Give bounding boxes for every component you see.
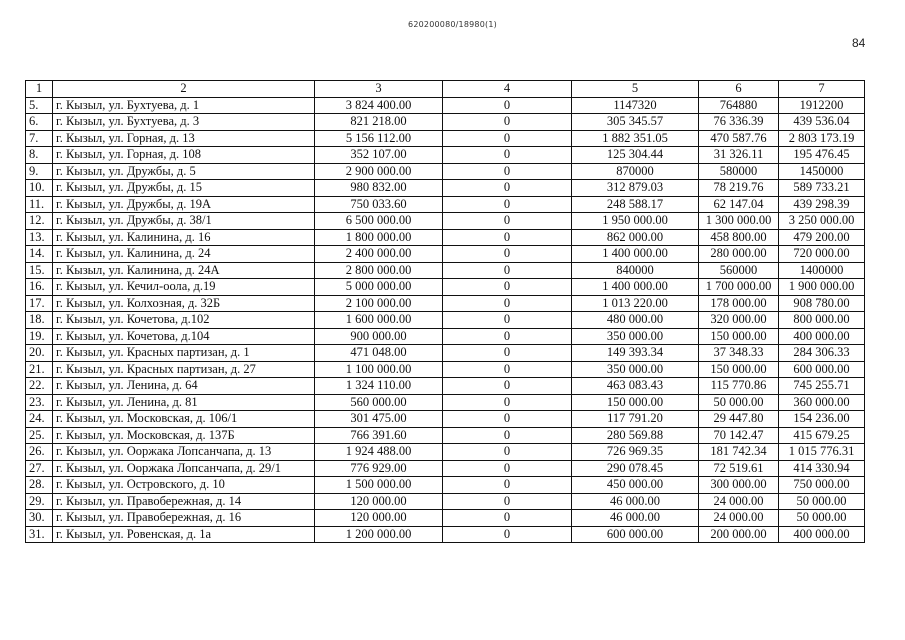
document-id: 620200080/18980(1) bbox=[408, 20, 497, 29]
row-number-cell: 23. bbox=[26, 394, 53, 411]
col7-amount-cell: 1912200 bbox=[779, 97, 865, 114]
table-row bbox=[26, 180, 865, 197]
col7-amount-cell: 589 733.21 bbox=[779, 180, 865, 197]
table-row bbox=[26, 229, 865, 246]
col7-amount-cell: 1 015 776.31 bbox=[779, 444, 865, 461]
col5-amount-cell: 150 000.00 bbox=[572, 394, 699, 411]
col4-amount-cell: 0 bbox=[443, 460, 572, 477]
col7-amount-cell: 50 000.00 bbox=[779, 510, 865, 527]
row-number-cell: 30. bbox=[26, 510, 53, 527]
page-number: 84 bbox=[852, 36, 866, 50]
address-cell: г. Кызыл, ул. Московская, д. 137Б bbox=[53, 427, 315, 444]
col6-amount-cell: 150 000.00 bbox=[699, 361, 779, 378]
address-cell: г. Кызыл, ул. Красных партизан, д. 1 bbox=[53, 345, 315, 362]
table-row bbox=[26, 361, 865, 378]
col6-amount-cell: 115 770.86 bbox=[699, 378, 779, 395]
table-row bbox=[26, 246, 865, 263]
col4-amount-cell: 0 bbox=[443, 279, 572, 296]
col4-amount-cell: 0 bbox=[443, 295, 572, 312]
col4-amount-cell: 0 bbox=[443, 477, 572, 494]
col4-amount-cell: 0 bbox=[443, 147, 572, 164]
col4-amount-cell: 0 bbox=[443, 163, 572, 180]
col7-amount-cell: 1 900 000.00 bbox=[779, 279, 865, 296]
row-number-cell: 26. bbox=[26, 444, 53, 461]
col4-amount-cell: 0 bbox=[443, 427, 572, 444]
address-cell: г. Кызыл, ул. Правобережная, д. 16 bbox=[53, 510, 315, 527]
col5-amount-cell: 46 000.00 bbox=[572, 510, 699, 527]
total-amount-cell: 120 000.00 bbox=[315, 510, 443, 527]
column-header: 2 bbox=[53, 81, 315, 98]
col4-amount-cell: 0 bbox=[443, 444, 572, 461]
row-number-cell: 11. bbox=[26, 196, 53, 213]
total-amount-cell: 301 475.00 bbox=[315, 411, 443, 428]
row-number-cell: 10. bbox=[26, 180, 53, 197]
col7-amount-cell: 800 000.00 bbox=[779, 312, 865, 329]
total-amount-cell: 2 400 000.00 bbox=[315, 246, 443, 263]
row-number-cell: 14. bbox=[26, 246, 53, 263]
col6-amount-cell: 76 336.39 bbox=[699, 114, 779, 131]
address-cell: г. Кызыл, ул. Горная, д. 108 bbox=[53, 147, 315, 164]
total-amount-cell: 3 824 400.00 bbox=[315, 97, 443, 114]
col4-amount-cell: 0 bbox=[443, 97, 572, 114]
address-cell: г. Кызыл, ул. Дружбы, д. 15 bbox=[53, 180, 315, 197]
column-header: 7 bbox=[779, 81, 865, 98]
table-row bbox=[26, 411, 865, 428]
row-number-cell: 25. bbox=[26, 427, 53, 444]
row-number-cell: 16. bbox=[26, 279, 53, 296]
address-cell: г. Кызыл, ул. Дружбы, д. 19А bbox=[53, 196, 315, 213]
col7-amount-cell: 195 476.45 bbox=[779, 147, 865, 164]
col4-amount-cell: 0 bbox=[443, 526, 572, 543]
col4-amount-cell: 0 bbox=[443, 114, 572, 131]
col4-amount-cell: 0 bbox=[443, 493, 572, 510]
col5-amount-cell: 1147320 bbox=[572, 97, 699, 114]
col4-amount-cell: 0 bbox=[443, 510, 572, 527]
col5-amount-cell: 280 569.88 bbox=[572, 427, 699, 444]
col4-amount-cell: 0 bbox=[443, 312, 572, 329]
row-number-cell: 22. bbox=[26, 378, 53, 395]
data-table-container bbox=[25, 80, 864, 543]
col6-amount-cell: 50 000.00 bbox=[699, 394, 779, 411]
col6-amount-cell: 78 219.76 bbox=[699, 180, 779, 197]
col4-amount-cell: 0 bbox=[443, 229, 572, 246]
col7-amount-cell: 1450000 bbox=[779, 163, 865, 180]
total-amount-cell: 5 000 000.00 bbox=[315, 279, 443, 296]
total-amount-cell: 1 500 000.00 bbox=[315, 477, 443, 494]
address-cell: г. Кызыл, ул. Правобережная, д. 14 bbox=[53, 493, 315, 510]
col5-amount-cell: 350 000.00 bbox=[572, 328, 699, 345]
total-amount-cell: 900 000.00 bbox=[315, 328, 443, 345]
col6-amount-cell: 31 326.11 bbox=[699, 147, 779, 164]
col4-amount-cell: 0 bbox=[443, 345, 572, 362]
total-amount-cell: 2 100 000.00 bbox=[315, 295, 443, 312]
column-header: 6 bbox=[699, 81, 779, 98]
total-amount-cell: 1 800 000.00 bbox=[315, 229, 443, 246]
col6-amount-cell: 470 587.76 bbox=[699, 130, 779, 147]
address-cell: г. Кызыл, ул. Ооржака Лопсанчапа, д. 13 bbox=[53, 444, 315, 461]
address-cell: г. Кызыл, ул. Бухтуева, д. 1 bbox=[53, 97, 315, 114]
total-amount-cell: 750 033.60 bbox=[315, 196, 443, 213]
col7-amount-cell: 745 255.71 bbox=[779, 378, 865, 395]
row-number-cell: 8. bbox=[26, 147, 53, 164]
address-cell: г. Кызыл, ул. Кочетова, д.102 bbox=[53, 312, 315, 329]
row-number-cell: 6. bbox=[26, 114, 53, 131]
col6-amount-cell: 580000 bbox=[699, 163, 779, 180]
total-amount-cell: 776 929.00 bbox=[315, 460, 443, 477]
row-number-cell: 24. bbox=[26, 411, 53, 428]
col7-amount-cell: 360 000.00 bbox=[779, 394, 865, 411]
address-cell: г. Кызыл, ул. Ленина, д. 64 bbox=[53, 378, 315, 395]
col6-amount-cell: 70 142.47 bbox=[699, 427, 779, 444]
column-header: 4 bbox=[443, 81, 572, 98]
address-cell: г. Кызыл, ул. Островского, д. 10 bbox=[53, 477, 315, 494]
col4-amount-cell: 0 bbox=[443, 213, 572, 230]
row-number-cell: 13. bbox=[26, 229, 53, 246]
col7-amount-cell: 50 000.00 bbox=[779, 493, 865, 510]
total-amount-cell: 1 600 000.00 bbox=[315, 312, 443, 329]
col7-amount-cell: 154 236.00 bbox=[779, 411, 865, 428]
col6-amount-cell: 458 800.00 bbox=[699, 229, 779, 246]
col6-amount-cell: 62 147.04 bbox=[699, 196, 779, 213]
address-cell: г. Кызыл, ул. Красных партизан, д. 27 bbox=[53, 361, 315, 378]
col6-amount-cell: 181 742.34 bbox=[699, 444, 779, 461]
table-row bbox=[26, 345, 865, 362]
total-amount-cell: 1 100 000.00 bbox=[315, 361, 443, 378]
address-cell: г. Кызыл, ул. Кочетова, д.104 bbox=[53, 328, 315, 345]
row-number-cell: 5. bbox=[26, 97, 53, 114]
total-amount-cell: 766 391.60 bbox=[315, 427, 443, 444]
row-number-cell: 31. bbox=[26, 526, 53, 543]
col4-amount-cell: 0 bbox=[443, 411, 572, 428]
address-cell: г. Кызыл, ул. Колхозная, д. 32Б bbox=[53, 295, 315, 312]
col4-amount-cell: 0 bbox=[443, 196, 572, 213]
table-row bbox=[26, 394, 865, 411]
table-row bbox=[26, 526, 865, 543]
address-cell: г. Кызыл, ул. Калинина, д. 16 bbox=[53, 229, 315, 246]
column-header: 1 bbox=[26, 81, 53, 98]
table-row bbox=[26, 460, 865, 477]
col6-amount-cell: 280 000.00 bbox=[699, 246, 779, 263]
col6-amount-cell: 200 000.00 bbox=[699, 526, 779, 543]
col5-amount-cell: 450 000.00 bbox=[572, 477, 699, 494]
table-row bbox=[26, 444, 865, 461]
table-row bbox=[26, 213, 865, 230]
total-amount-cell: 560 000.00 bbox=[315, 394, 443, 411]
table-row bbox=[26, 147, 865, 164]
table-row bbox=[26, 312, 865, 329]
col6-amount-cell: 560000 bbox=[699, 262, 779, 279]
table-row bbox=[26, 130, 865, 147]
address-cell: г. Кызыл, ул. Горная, д. 13 bbox=[53, 130, 315, 147]
data-table bbox=[25, 80, 865, 543]
col5-amount-cell: 1 400 000.00 bbox=[572, 279, 699, 296]
address-cell: г. Кызыл, ул. Дружбы, д. 38/1 bbox=[53, 213, 315, 230]
row-number-cell: 7. bbox=[26, 130, 53, 147]
col7-amount-cell: 3 250 000.00 bbox=[779, 213, 865, 230]
col7-amount-cell: 415 679.25 bbox=[779, 427, 865, 444]
row-number-cell: 12. bbox=[26, 213, 53, 230]
col4-amount-cell: 0 bbox=[443, 328, 572, 345]
col7-amount-cell: 1400000 bbox=[779, 262, 865, 279]
table-row bbox=[26, 510, 865, 527]
total-amount-cell: 2 900 000.00 bbox=[315, 163, 443, 180]
row-number-cell: 18. bbox=[26, 312, 53, 329]
table-row bbox=[26, 279, 865, 296]
col5-amount-cell: 312 879.03 bbox=[572, 180, 699, 197]
row-number-cell: 19. bbox=[26, 328, 53, 345]
table-row bbox=[26, 262, 865, 279]
col4-amount-cell: 0 bbox=[443, 361, 572, 378]
col6-amount-cell: 1 300 000.00 bbox=[699, 213, 779, 230]
total-amount-cell: 2 800 000.00 bbox=[315, 262, 443, 279]
table-row bbox=[26, 328, 865, 345]
total-amount-cell: 5 156 112.00 bbox=[315, 130, 443, 147]
row-number-cell: 20. bbox=[26, 345, 53, 362]
col7-amount-cell: 750 000.00 bbox=[779, 477, 865, 494]
col6-amount-cell: 24 000.00 bbox=[699, 510, 779, 527]
col7-amount-cell: 439 536.04 bbox=[779, 114, 865, 131]
col5-amount-cell: 480 000.00 bbox=[572, 312, 699, 329]
col5-amount-cell: 149 393.34 bbox=[572, 345, 699, 362]
col6-amount-cell: 1 700 000.00 bbox=[699, 279, 779, 296]
address-cell: г. Кызыл, ул. Бухтуева, д. 3 bbox=[53, 114, 315, 131]
col6-amount-cell: 72 519.61 bbox=[699, 460, 779, 477]
col6-amount-cell: 37 348.33 bbox=[699, 345, 779, 362]
col5-amount-cell: 726 969.35 bbox=[572, 444, 699, 461]
col7-amount-cell: 400 000.00 bbox=[779, 526, 865, 543]
total-amount-cell: 1 200 000.00 bbox=[315, 526, 443, 543]
col7-amount-cell: 414 330.94 bbox=[779, 460, 865, 477]
col5-amount-cell: 862 000.00 bbox=[572, 229, 699, 246]
col6-amount-cell: 178 000.00 bbox=[699, 295, 779, 312]
col7-amount-cell: 479 200.00 bbox=[779, 229, 865, 246]
table-row bbox=[26, 477, 865, 494]
col5-amount-cell: 117 791.20 bbox=[572, 411, 699, 428]
table-row bbox=[26, 427, 865, 444]
col5-amount-cell: 125 304.44 bbox=[572, 147, 699, 164]
col4-amount-cell: 0 bbox=[443, 262, 572, 279]
table-row bbox=[26, 378, 865, 395]
row-number-cell: 27. bbox=[26, 460, 53, 477]
total-amount-cell: 821 218.00 bbox=[315, 114, 443, 131]
col7-amount-cell: 2 803 173.19 bbox=[779, 130, 865, 147]
col5-amount-cell: 1 882 351.05 bbox=[572, 130, 699, 147]
col6-amount-cell: 764880 bbox=[699, 97, 779, 114]
row-number-cell: 9. bbox=[26, 163, 53, 180]
col5-amount-cell: 290 078.45 bbox=[572, 460, 699, 477]
col5-amount-cell: 463 083.43 bbox=[572, 378, 699, 395]
col6-amount-cell: 320 000.00 bbox=[699, 312, 779, 329]
col6-amount-cell: 29 447.80 bbox=[699, 411, 779, 428]
address-cell: г. Кызыл, ул. Ооржака Лопсанчапа, д. 29/1 bbox=[53, 460, 315, 477]
table-row bbox=[26, 97, 865, 114]
row-number-cell: 21. bbox=[26, 361, 53, 378]
total-amount-cell: 352 107.00 bbox=[315, 147, 443, 164]
total-amount-cell: 1 924 488.00 bbox=[315, 444, 443, 461]
table-row bbox=[26, 295, 865, 312]
col5-amount-cell: 305 345.57 bbox=[572, 114, 699, 131]
table-row bbox=[26, 114, 865, 131]
col5-amount-cell: 600 000.00 bbox=[572, 526, 699, 543]
column-header: 3 bbox=[315, 81, 443, 98]
col7-amount-cell: 400 000.00 bbox=[779, 328, 865, 345]
col7-amount-cell: 720 000.00 bbox=[779, 246, 865, 263]
col5-amount-cell: 1 013 220.00 bbox=[572, 295, 699, 312]
col4-amount-cell: 0 bbox=[443, 130, 572, 147]
col6-amount-cell: 300 000.00 bbox=[699, 477, 779, 494]
col7-amount-cell: 284 306.33 bbox=[779, 345, 865, 362]
col5-amount-cell: 248 588.17 bbox=[572, 196, 699, 213]
address-cell: г. Кызыл, ул. Московская, д. 106/1 bbox=[53, 411, 315, 428]
row-number-cell: 15. bbox=[26, 262, 53, 279]
row-number-cell: 28. bbox=[26, 477, 53, 494]
col5-amount-cell: 1 400 000.00 bbox=[572, 246, 699, 263]
col4-amount-cell: 0 bbox=[443, 246, 572, 263]
col4-amount-cell: 0 bbox=[443, 394, 572, 411]
total-amount-cell: 120 000.00 bbox=[315, 493, 443, 510]
col6-amount-cell: 150 000.00 bbox=[699, 328, 779, 345]
total-amount-cell: 980 832.00 bbox=[315, 180, 443, 197]
table-row bbox=[26, 493, 865, 510]
address-cell: г. Кызыл, ул. Кечил-оола, д.19 bbox=[53, 279, 315, 296]
table-header-row bbox=[26, 81, 865, 98]
column-header: 5 bbox=[572, 81, 699, 98]
row-number-cell: 29. bbox=[26, 493, 53, 510]
col7-amount-cell: 600 000.00 bbox=[779, 361, 865, 378]
col5-amount-cell: 350 000.00 bbox=[572, 361, 699, 378]
row-number-cell: 17. bbox=[26, 295, 53, 312]
address-cell: г. Кызыл, ул. Калинина, д. 24 bbox=[53, 246, 315, 263]
col4-amount-cell: 0 bbox=[443, 378, 572, 395]
address-cell: г. Кызыл, ул. Дружбы, д. 5 bbox=[53, 163, 315, 180]
table-row bbox=[26, 196, 865, 213]
address-cell: г. Кызыл, ул. Ленина, д. 81 bbox=[53, 394, 315, 411]
address-cell: г. Кызыл, ул. Ровенская, д. 1а bbox=[53, 526, 315, 543]
address-cell: г. Кызыл, ул. Калинина, д. 24А bbox=[53, 262, 315, 279]
total-amount-cell: 471 048.00 bbox=[315, 345, 443, 362]
col7-amount-cell: 439 298.39 bbox=[779, 196, 865, 213]
col7-amount-cell: 908 780.00 bbox=[779, 295, 865, 312]
col5-amount-cell: 1 950 000.00 bbox=[572, 213, 699, 230]
col4-amount-cell: 0 bbox=[443, 180, 572, 197]
col5-amount-cell: 46 000.00 bbox=[572, 493, 699, 510]
total-amount-cell: 6 500 000.00 bbox=[315, 213, 443, 230]
col5-amount-cell: 840000 bbox=[572, 262, 699, 279]
table-row bbox=[26, 163, 865, 180]
col5-amount-cell: 870000 bbox=[572, 163, 699, 180]
col6-amount-cell: 24 000.00 bbox=[699, 493, 779, 510]
total-amount-cell: 1 324 110.00 bbox=[315, 378, 443, 395]
